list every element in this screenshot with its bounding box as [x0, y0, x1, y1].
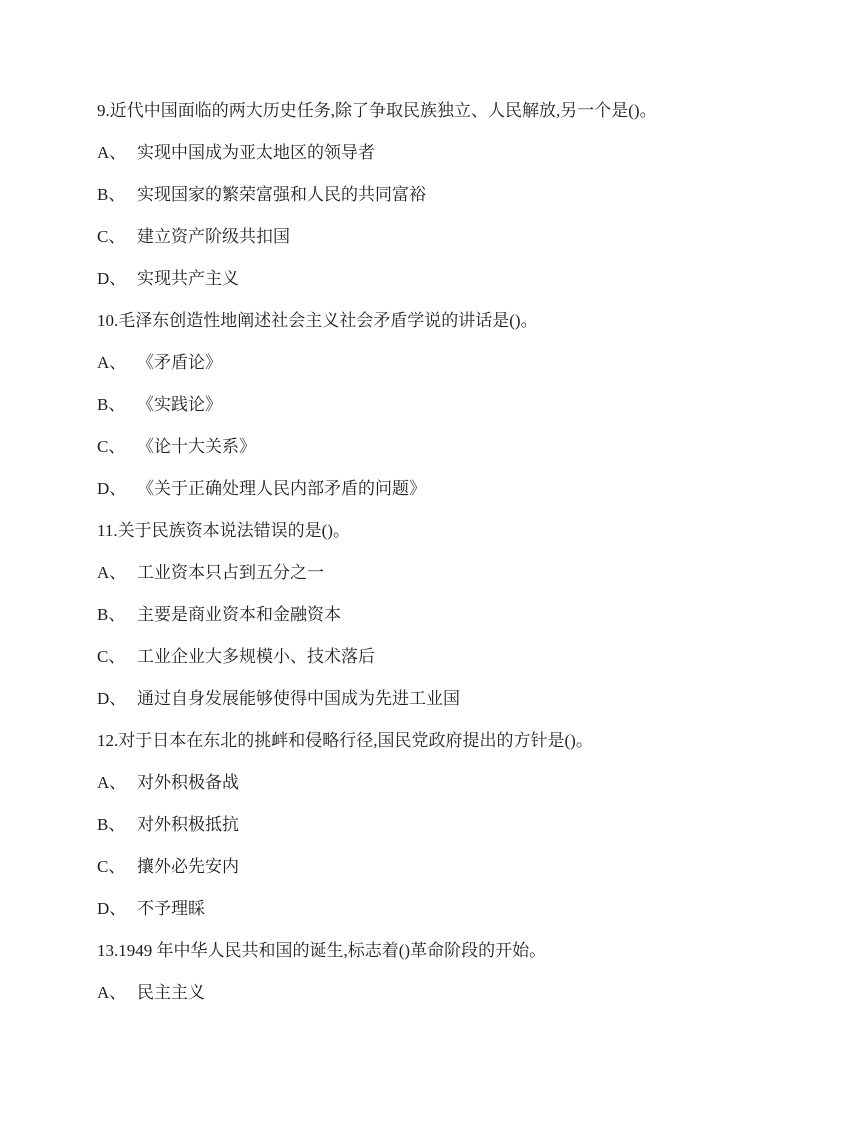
question-row	[97, 300, 826, 342]
question-number: 13.	[97, 941, 119, 960]
option-text: 实现中国成为亚太地区的领导者	[137, 143, 375, 162]
option-label: A、	[97, 983, 127, 1002]
option-text: 《论十大关系》	[137, 437, 256, 456]
option-row	[97, 468, 826, 510]
option-text: 工业资本只占到五分之一	[137, 563, 324, 582]
question-list	[97, 90, 826, 1014]
option-text: 主要是商业资本和金融资本	[137, 605, 341, 624]
question-text: 毛泽东创造性地阐述社会主义社会矛盾学说的讲话是()。	[118, 311, 538, 330]
option-label: C、	[97, 857, 126, 876]
option-label: D、	[97, 899, 127, 918]
option-row	[97, 972, 826, 1014]
option-text: 对外积极抵抗	[137, 815, 239, 834]
question-row	[97, 930, 826, 972]
question-block-9	[97, 90, 826, 300]
option-row	[97, 594, 826, 636]
option-row	[97, 888, 826, 930]
option-label: C、	[97, 227, 126, 246]
question-block-11	[97, 510, 826, 720]
option-row	[97, 216, 826, 258]
question-number: 11.	[97, 521, 118, 540]
option-label: D、	[97, 689, 127, 708]
option-row	[97, 762, 826, 804]
option-text: 攘外必先安内	[137, 857, 239, 876]
option-row	[97, 678, 826, 720]
option-row	[97, 804, 826, 846]
option-row	[97, 552, 826, 594]
option-row	[97, 174, 826, 216]
option-row	[97, 384, 826, 426]
option-label: C、	[97, 647, 126, 666]
option-label: C、	[97, 437, 126, 456]
option-row	[97, 636, 826, 678]
option-row	[97, 132, 826, 174]
option-row	[97, 258, 826, 300]
option-text: 《矛盾论》	[137, 353, 222, 372]
option-text: 实现共产主义	[137, 269, 239, 288]
option-label: B、	[97, 605, 126, 624]
question-number: 9.	[97, 101, 110, 120]
question-row	[97, 510, 826, 552]
question-text: 近代中国面临的两大历史任务,除了争取民族独立、人民解放,另一个是()。	[109, 101, 657, 120]
question-block-13	[97, 930, 826, 1014]
question-number: 12.	[97, 731, 119, 750]
option-text: 不予理睬	[137, 899, 205, 918]
option-row	[97, 846, 826, 888]
option-label: B、	[97, 815, 126, 834]
option-text: 实现国家的繁荣富强和人民的共同富裕	[137, 185, 426, 204]
question-block-10	[97, 300, 826, 510]
option-text: 对外积极备战	[137, 773, 239, 792]
option-label: A、	[97, 563, 127, 582]
question-text: 1949 年中华人民共和国的诞生,标志着()革命阶段的开始。	[118, 941, 547, 960]
option-row	[97, 342, 826, 384]
option-text: 建立资产阶级共扣国	[137, 227, 290, 246]
option-label: A、	[97, 143, 127, 162]
option-label: D、	[97, 479, 127, 498]
option-text: 《关于正确处理人民内部矛盾的问题》	[137, 479, 426, 498]
question-row	[97, 720, 826, 762]
option-text: 通过自身发展能够使得中国成为先进工业国	[137, 689, 460, 708]
option-text: 《实践论》	[137, 395, 222, 414]
option-row	[97, 426, 826, 468]
option-label: A、	[97, 353, 127, 372]
option-label: B、	[97, 185, 126, 204]
question-number: 10.	[97, 311, 119, 330]
option-text: 工业企业大多规模小、技术落后	[137, 647, 375, 666]
question-block-12	[97, 720, 826, 930]
option-text: 民主主义	[137, 983, 205, 1002]
question-text: 对于日本在东北的挑衅和侵略行径,国民党政府提出的方针是()。	[118, 731, 593, 750]
option-label: D、	[97, 269, 127, 288]
question-row	[97, 90, 826, 132]
option-label: A、	[97, 773, 127, 792]
option-label: B、	[97, 395, 126, 414]
question-text: 关于民族资本说法错误的是()。	[117, 521, 350, 540]
